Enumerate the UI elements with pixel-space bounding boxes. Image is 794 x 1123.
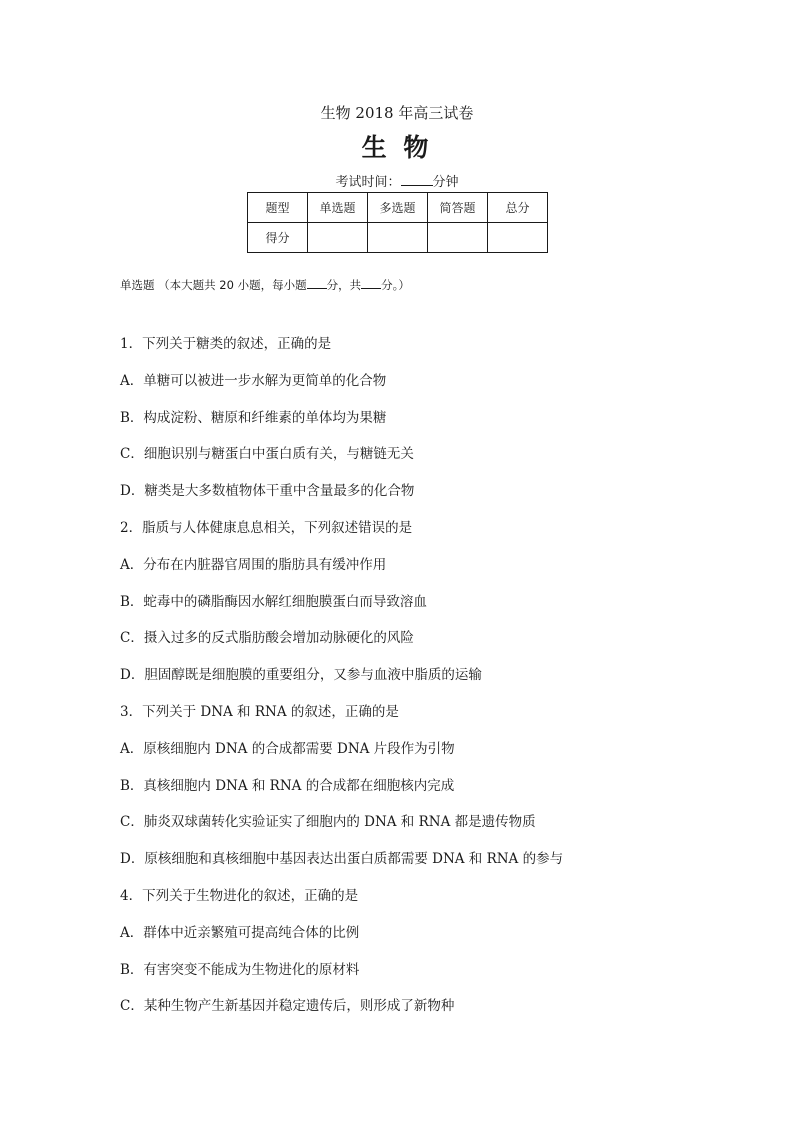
score-table-cell: 题型	[248, 193, 308, 223]
answer-option: C．细胞识别与糖蛋白中蛋白质有关，与糖链无关	[120, 446, 414, 463]
points-blank	[361, 278, 381, 289]
score-table-cell	[368, 223, 428, 253]
score-table-cell	[488, 223, 548, 253]
answer-option: C．摄入过多的反式脂肪酸会增加动脉硬化的风险	[120, 630, 414, 647]
answer-option: D．原核细胞和真核细胞中基因表达出蛋白质都需要 DNA 和 RNA 的参与	[120, 851, 564, 868]
answer-option: B．真核细胞内 DNA 和 RNA 的合成都在细胞核内完成	[120, 777, 455, 794]
exam-time-unit: 分钟	[432, 175, 459, 190]
score-table-cell	[308, 223, 368, 253]
exam-time-line	[0, 171, 794, 190]
section-heading-part: 分，共	[326, 278, 362, 292]
question-stem: 4．下列关于生物进化的叙述，正确的是	[120, 887, 359, 904]
answer-option: A．原核细胞内 DNA 的合成都需要 DNA 片段作为引物	[120, 740, 455, 757]
question-stem: 3．下列关于 DNA 和 RNA 的叙述，正确的是	[120, 703, 399, 720]
section-heading-part: 分。）	[381, 278, 410, 292]
score-table-cell: 多选题	[368, 193, 428, 223]
answer-option: A．分布在内脏器官周围的脂肪具有缓冲作用	[120, 556, 387, 573]
score-table-cell	[428, 223, 488, 253]
score-table-cell: 单选题	[308, 193, 368, 223]
score-table-cell: 简答题	[428, 193, 488, 223]
answer-option: D．胆固醇既是细胞膜的重要组分，又参与血液中脂质的运输	[120, 667, 482, 684]
answer-option: C．肺炎双球菌转化实验证实了细胞内的 DNA 和 RNA 都是遗传物质	[120, 814, 536, 831]
section-heading-part: 单选题 （本大题共 20 小题，每小题	[120, 278, 307, 292]
answer-option: D．糖类是大多数植物体干重中含量最多的化合物	[120, 483, 415, 500]
points-blank	[307, 278, 327, 289]
score-table	[247, 192, 548, 253]
question-list	[120, 334, 740, 1033]
answer-option: A．单糖可以被进一步水解为更简单的化合物	[120, 372, 387, 389]
exam-time-blank	[401, 173, 433, 186]
score-table-header-row	[248, 193, 548, 223]
answer-option: B．有害突变不能成为生物进化的原材料	[120, 961, 360, 978]
score-table-score-row	[248, 223, 548, 253]
answer-option: C．某种生物产生新基因并稳定遗传后，则形成了新物种	[120, 998, 455, 1015]
answer-option: B．蛇毒中的磷脂酶因水解红细胞膜蛋白而导致溶血	[120, 593, 427, 610]
question-stem: 2．脂质与人体健康息息相关，下列叙述错误的是	[120, 519, 413, 536]
question-stem: 1．下列关于糖类的叙述，正确的是	[120, 336, 332, 352]
exam-time-label: 考试时间：	[335, 175, 401, 190]
answer-option: A．群体中近亲繁殖可提高纯合体的比例	[120, 924, 360, 941]
subject-year-line: 生物 2018 年高三试卷	[320, 104, 474, 122]
section-heading	[120, 277, 410, 293]
answer-option: B．构成淀粉、糖原和纤维素的单体均为果糖	[120, 409, 387, 426]
score-table-cell: 总分	[488, 193, 548, 223]
page-title: 生 物	[361, 133, 433, 162]
score-table-cell: 得分	[248, 223, 308, 253]
